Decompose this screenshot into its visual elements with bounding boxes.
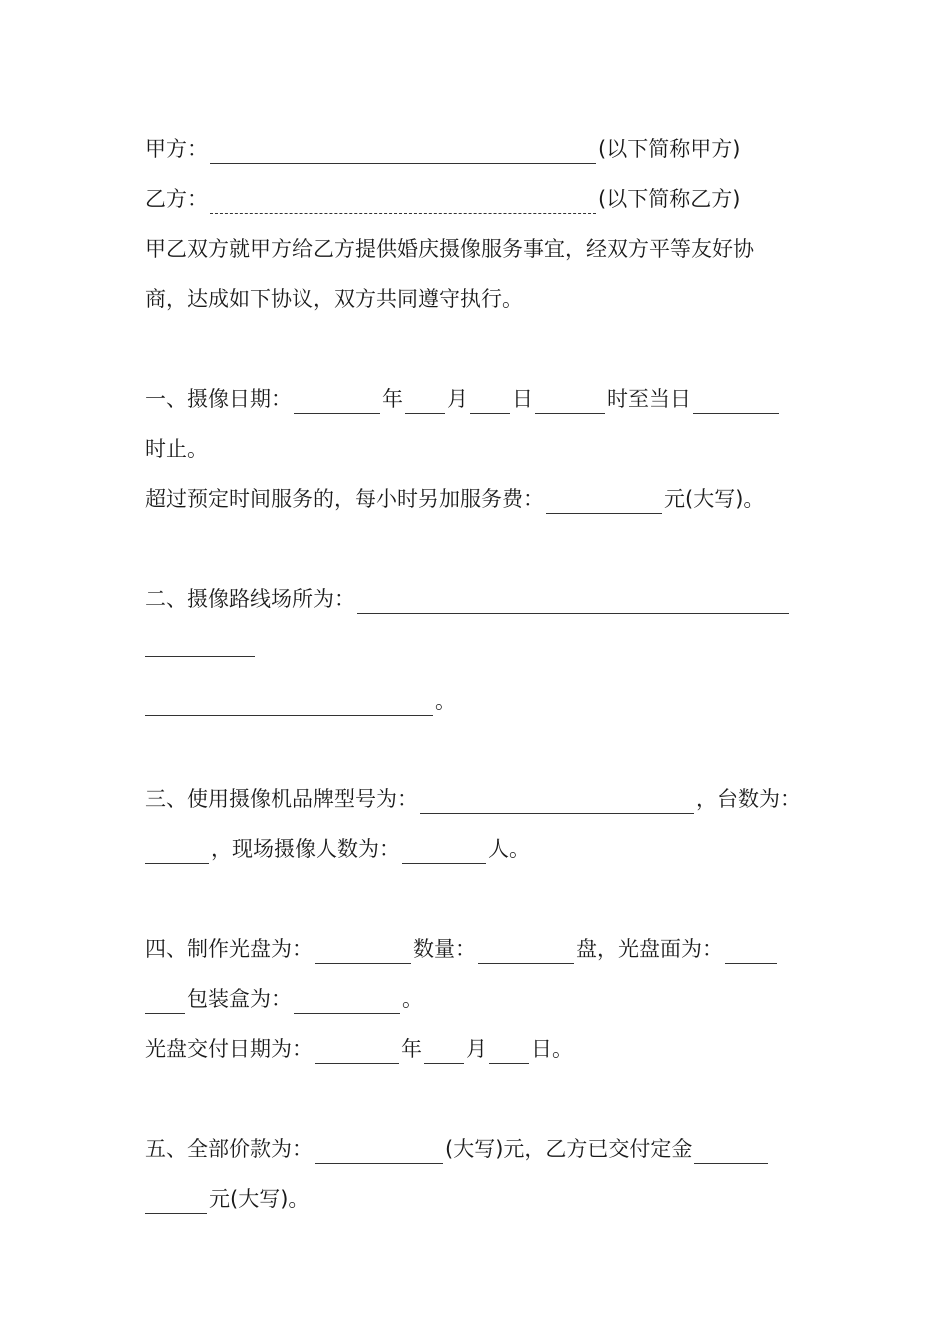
section3-line-2: [145, 834, 530, 864]
route-field-3[interactable]: [145, 693, 433, 716]
qty-text: 数量：: [413, 937, 476, 961]
section4-line-2: [145, 984, 423, 1014]
deposit-suffix-text: 元(大写)。: [209, 1187, 310, 1211]
intro-line-2: [145, 284, 523, 314]
camera-count-field[interactable]: [145, 841, 209, 864]
delivery-year-text: 年: [401, 1037, 422, 1061]
overtime-yuan-text: 元(大写)。: [664, 487, 765, 511]
section2-label: 二、摄像路线场所为：: [145, 587, 355, 611]
party-b-line: [145, 184, 740, 214]
party-b-label: 乙方：: [145, 187, 208, 211]
party-a-field[interactable]: [210, 141, 596, 164]
section5-label: 五、全部价款为：: [145, 1137, 313, 1161]
disc-qty-field[interactable]: [478, 941, 574, 964]
box-text: 包装盒为：: [187, 987, 292, 1011]
delivery-text: 光盘交付日期为：: [145, 1037, 313, 1061]
disc-face-text: 盘，光盘面为：: [576, 937, 723, 961]
section2-line: [145, 584, 791, 614]
section4-label: 四、制作光盘为：: [145, 937, 313, 961]
route-field-2[interactable]: [145, 634, 255, 657]
deposit-field[interactable]: [694, 1141, 768, 1164]
party-b-suffix: (以下简称乙方): [598, 187, 741, 211]
intro-text-1: 甲乙双方就甲方给乙方提供婚庆摄像服务事宜，经双方平等友好协: [145, 237, 754, 261]
section3-line: [145, 784, 801, 814]
section2-line-3: [145, 686, 456, 716]
year-text: 年: [382, 387, 403, 411]
party-a-suffix: (以下简称甲方): [598, 137, 741, 161]
staff-count-field[interactable]: [402, 841, 486, 864]
delivery-day-field[interactable]: [489, 1041, 529, 1064]
month-text: 月: [447, 387, 468, 411]
delivery-day-text: 日。: [531, 1037, 573, 1061]
total-amount-field[interactable]: [315, 1141, 443, 1164]
section4-line: [145, 934, 779, 964]
delivery-line: [145, 1034, 573, 1064]
deposit-field-cont[interactable]: [145, 1191, 207, 1214]
party-a-label: 甲方：: [145, 137, 208, 161]
intro-text-2: 商，达成如下协议，双方共同遵守执行。: [145, 287, 523, 311]
party-a-line: [145, 134, 740, 164]
disc-face-field-cont[interactable]: [145, 991, 185, 1014]
end-hour-field[interactable]: [693, 391, 779, 414]
delivery-month-field[interactable]: [424, 1041, 464, 1064]
shoot-month-field[interactable]: [405, 391, 445, 414]
section4-period: 。: [402, 987, 423, 1011]
day-text: 日: [512, 387, 533, 411]
overtime-line: [145, 484, 764, 514]
delivery-month-text: 月: [466, 1037, 487, 1061]
disc-type-field[interactable]: [315, 941, 411, 964]
camera-model-field[interactable]: [420, 791, 694, 814]
route-field-1[interactable]: [357, 591, 789, 614]
section3-label: 三、使用摄像机品牌型号为：: [145, 787, 418, 811]
amount-suffix-text: (大写)元，乙方已交付定金: [445, 1137, 693, 1161]
overtime-text: 超过预定时间服务的，每小时另加服务费：: [145, 487, 544, 511]
intro-line-1: [145, 234, 754, 264]
section1-end-line: [145, 434, 208, 464]
party-b-field[interactable]: [210, 195, 596, 214]
shoot-day-field[interactable]: [470, 391, 510, 414]
section2-period: 。: [435, 689, 456, 713]
section2-line-2: [145, 634, 257, 657]
section5-line: [145, 1134, 770, 1164]
units-text: ，台数为：: [696, 787, 801, 811]
box-field[interactable]: [294, 991, 400, 1014]
start-hour-field[interactable]: [535, 391, 605, 414]
section1-date-line: [145, 384, 781, 414]
overtime-fee-field[interactable]: [546, 491, 662, 514]
staff-text: ，现场摄像人数为：: [211, 837, 400, 861]
shoot-year-field[interactable]: [294, 391, 380, 414]
delivery-year-field[interactable]: [315, 1041, 399, 1064]
disc-face-field[interactable]: [725, 941, 777, 964]
section5-line-2: [145, 1184, 309, 1214]
person-text: 人。: [488, 837, 530, 861]
section1-label: 一、摄像日期：: [145, 387, 292, 411]
hour-to-text: 时至当日: [607, 387, 691, 411]
end-text: 时止。: [145, 437, 208, 461]
